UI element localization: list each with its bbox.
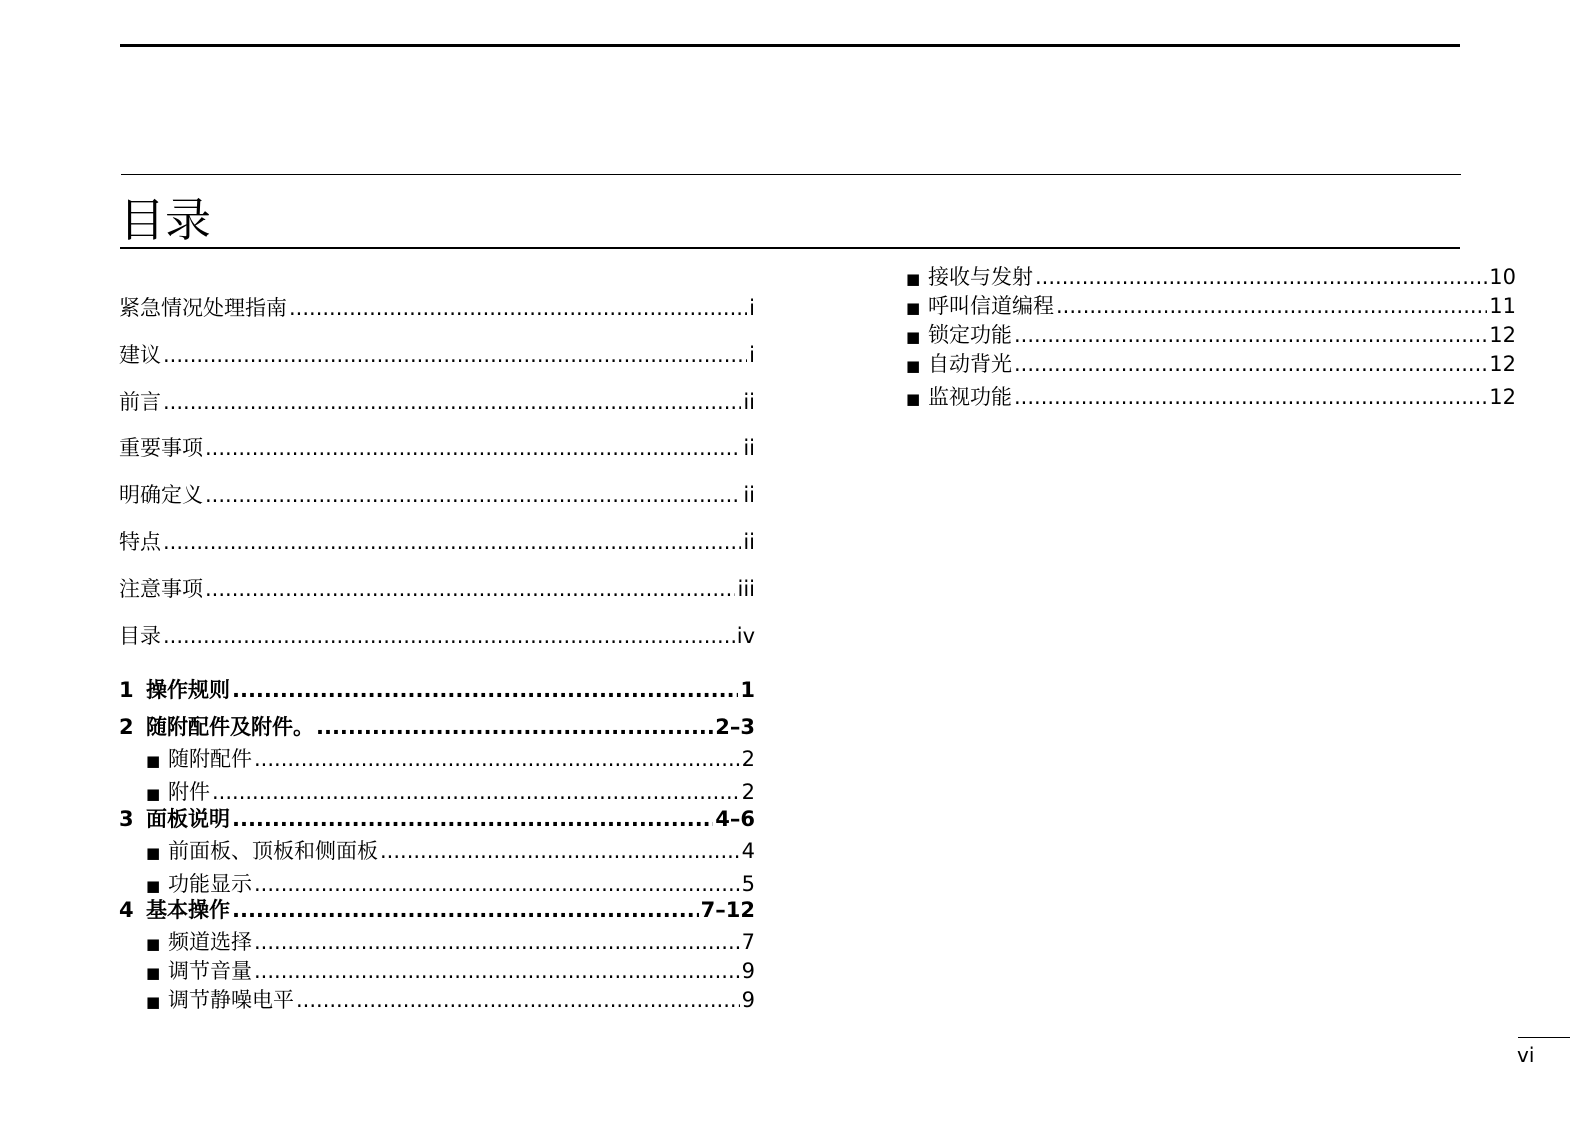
dot-leader (254, 746, 740, 772)
chapter-label: 操作规则 (146, 678, 230, 702)
toc-subentry[interactable] (906, 351, 1516, 379)
dot-leader (289, 295, 747, 321)
subentry-label: 呼叫信道编程 (928, 294, 1054, 318)
dot-leader (1014, 384, 1487, 410)
toc-subentry[interactable] (146, 871, 755, 899)
toc-subentry[interactable] (146, 929, 755, 957)
chapter-page: 7–12 (700, 898, 755, 922)
toc-entry-page: iii (737, 577, 755, 601)
toc-subentry[interactable] (146, 838, 755, 866)
toc-entry-label: 明确定义 (119, 483, 203, 507)
dot-leader (1035, 264, 1487, 290)
toc-chapter[interactable] (119, 806, 755, 832)
toc-subentry[interactable] (146, 746, 755, 774)
toc-entry[interactable] (119, 623, 755, 649)
toc-entry-label: 前言 (119, 390, 161, 414)
chapter-page: 1 (740, 678, 755, 702)
subentry-label: 随附配件 (168, 747, 252, 771)
chapter-page: 4–6 (715, 807, 755, 831)
dot-leader (212, 779, 740, 805)
subentry-page: 2 (741, 780, 755, 804)
toc-subentry[interactable] (146, 779, 755, 807)
dot-leader (254, 958, 740, 984)
toc-chapter[interactable] (119, 714, 755, 740)
toc-subentry[interactable] (146, 958, 755, 986)
dot-leader (205, 482, 741, 508)
toc-entry-label: 注意事项 (119, 577, 203, 601)
dot-leader (205, 435, 741, 461)
subentry-page: 9 (741, 988, 755, 1012)
subentry-label: 接收与发射 (928, 265, 1033, 289)
subentry-label: 监视功能 (928, 385, 1012, 409)
toc-entry-label: 建议 (119, 343, 161, 367)
subentry-label: 调节静噪电平 (168, 988, 294, 1012)
subentry-page: 12 (1489, 323, 1516, 347)
toc-entry-page: ii (743, 436, 755, 460)
dot-leader (296, 987, 740, 1013)
toc-entry-page: ii (743, 390, 755, 414)
square-bullet-icon: ■ (906, 270, 921, 288)
dot-leader (1014, 322, 1487, 348)
toc-subentry[interactable] (906, 264, 1516, 292)
dot-leader (316, 714, 713, 740)
toc-entry-page: ii (743, 483, 755, 507)
square-bullet-icon: ■ (906, 390, 921, 408)
page-title: 目录 (119, 193, 211, 247)
chapter-label: 面板说明 (146, 807, 230, 831)
subentry-page: 2 (741, 747, 755, 771)
page-number-rule (1518, 1037, 1570, 1038)
toc-subentry[interactable] (906, 384, 1516, 412)
toc-entry[interactable] (119, 342, 755, 368)
chapter-label: 基本操作 (146, 898, 230, 922)
subentry-label: 调节音量 (168, 959, 252, 983)
dot-leader (232, 677, 738, 703)
toc-entry-label: 重要事项 (119, 436, 203, 460)
toc-entry[interactable] (119, 529, 755, 555)
title-bottom-rule (120, 247, 1460, 249)
chapter-page: 2–3 (715, 715, 755, 739)
chapter-number: 2 (119, 715, 134, 739)
chapter-number: 4 (119, 898, 134, 922)
page-number: vi (1517, 1043, 1535, 1067)
subentry-page: 5 (741, 872, 755, 896)
square-bullet-icon: ■ (146, 785, 161, 803)
toc-entry-page: iv (736, 624, 755, 648)
dot-leader (163, 342, 747, 368)
square-bullet-icon: ■ (906, 328, 921, 346)
subentry-label: 功能显示 (168, 872, 252, 896)
dot-leader (232, 806, 713, 832)
toc-entry[interactable] (119, 389, 755, 415)
toc-entry[interactable] (119, 576, 755, 602)
square-bullet-icon: ■ (146, 964, 161, 982)
square-bullet-icon: ■ (146, 993, 161, 1011)
square-bullet-icon: ■ (146, 752, 161, 770)
toc-entry[interactable] (119, 482, 755, 508)
chapter-number: 1 (119, 678, 134, 702)
square-bullet-icon: ■ (906, 299, 921, 317)
square-bullet-icon: ■ (146, 844, 161, 862)
square-bullet-icon: ■ (146, 935, 161, 953)
dot-leader (232, 897, 699, 923)
subentry-page: 4 (741, 839, 755, 863)
dot-leader (163, 623, 735, 649)
subentry-page: 7 (741, 930, 755, 954)
subentry-page: 12 (1489, 352, 1516, 376)
square-bullet-icon: ■ (906, 357, 921, 375)
dot-leader (254, 871, 740, 897)
toc-chapter[interactable] (119, 897, 755, 923)
toc-entry-label: 紧急情况处理指南 (119, 296, 287, 320)
toc-entry-page: i (749, 343, 755, 367)
toc-entry-page: ii (743, 530, 755, 554)
toc-subentry[interactable] (906, 322, 1516, 350)
subentry-page: 9 (741, 959, 755, 983)
subentry-label: 前面板、顶板和侧面板 (168, 839, 378, 863)
title-top-rule (121, 174, 1461, 175)
dot-leader (254, 929, 740, 955)
square-bullet-icon: ■ (146, 877, 161, 895)
toc-entry-page: i (749, 296, 755, 320)
chapter-label: 随附配件及附件。 (146, 715, 314, 739)
header-top-rule (120, 44, 1460, 47)
dot-leader (205, 576, 735, 602)
toc-subentry[interactable] (906, 293, 1516, 321)
chapter-number: 3 (119, 807, 134, 831)
toc-entry[interactable] (119, 295, 755, 321)
subentry-page: 10 (1489, 265, 1516, 289)
toc-subentry[interactable] (146, 987, 755, 1015)
dot-leader (163, 389, 741, 415)
subentry-page: 12 (1489, 385, 1516, 409)
toc-entry-label: 目录 (119, 624, 161, 648)
subentry-label: 附件 (168, 780, 210, 804)
dot-leader (1014, 351, 1487, 377)
toc-entry-label: 特点 (119, 530, 161, 554)
dot-leader (380, 838, 740, 864)
toc-entry[interactable] (119, 435, 755, 461)
dot-leader (1056, 293, 1487, 319)
subentry-label: 自动背光 (928, 352, 1012, 376)
dot-leader (163, 529, 741, 555)
subentry-label: 锁定功能 (928, 323, 1012, 347)
subentry-page: 11 (1489, 294, 1516, 318)
toc-chapter[interactable] (119, 677, 755, 703)
subentry-label: 频道选择 (168, 930, 252, 954)
